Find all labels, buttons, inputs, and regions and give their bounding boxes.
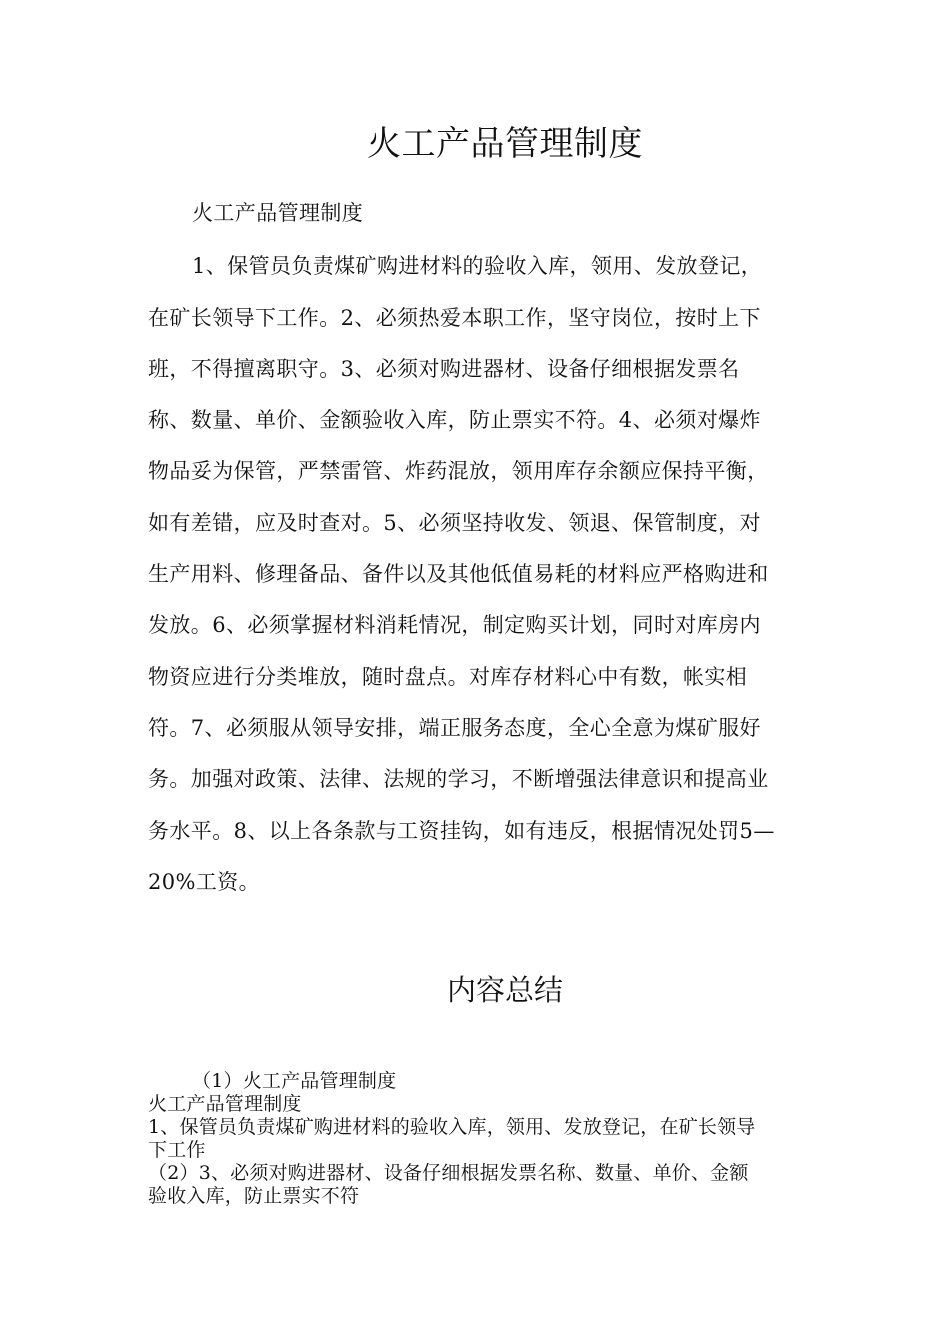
summary-title: 内容总结 (446, 973, 563, 1007)
body-line: 如有差错，应及时查对。5、必须坚持收发、领退、保管制度，对 (148, 511, 761, 535)
body-line: 20%工资。 (148, 870, 261, 894)
body-line: 在矿长领导下工作。2、必须热爱本职工作，坚守岗位，按时上下 (148, 306, 761, 330)
body-line: 1、保管员负责煤矿购进材料的验收入库，领用、发放登记， (192, 254, 763, 278)
body-line: 班，不得擅离职守。3、必须对购进器材、设备仔细根据发票名 (148, 357, 740, 381)
body-line: 生产用料、修理备品、备件以及其他低值易耗的材料应严格购进和 (148, 562, 769, 586)
body-line: 称、数量、单价、金额验收入库，防止票实不符。4、必须对爆炸 (148, 408, 761, 432)
document-title: 火工产品管理制度 (367, 124, 643, 164)
summary-line: （2）3、必须对购进器材、设备仔细根据发票名称、数量、单价、金额 (148, 1162, 749, 1184)
body-line: 符。7、必须服从领导安排，端正服务态度，全心全意为煤矿服好 (148, 716, 761, 740)
summary-line: 火工产品管理制度 (148, 1093, 302, 1115)
body-line: 物品妥为保管，严禁雷管、炸药混放，领用库存余额应保持平衡， (148, 459, 769, 483)
body-line: 物资应进行分类堆放，随时盘点。对库存材料心中有数，帐实相 (148, 665, 748, 689)
document-subheading: 火工产品管理制度 (192, 201, 364, 225)
body-line: 务水平。8、以上各条款与工资挂钩，如有违反，根据情况处罚5— (148, 819, 775, 843)
summary-block (148, 1070, 818, 1208)
summary-line: 下工作 (148, 1139, 206, 1161)
body-line: 发放。6、必须掌握材料消耗情况，制定购买计划，同时对库房内 (148, 613, 761, 637)
summary-line: 1、保管员负责煤矿购进材料的验收入库，领用、发放登记，在矿长领导 (148, 1116, 756, 1138)
body-line: 务。加强对政策、法律、法规的学习，不断增强法律意识和提高业 (148, 767, 769, 791)
summary-line: 验收入库，防止票实不符 (148, 1185, 360, 1207)
summary-line: （1）火工产品管理制度 (192, 1070, 397, 1092)
